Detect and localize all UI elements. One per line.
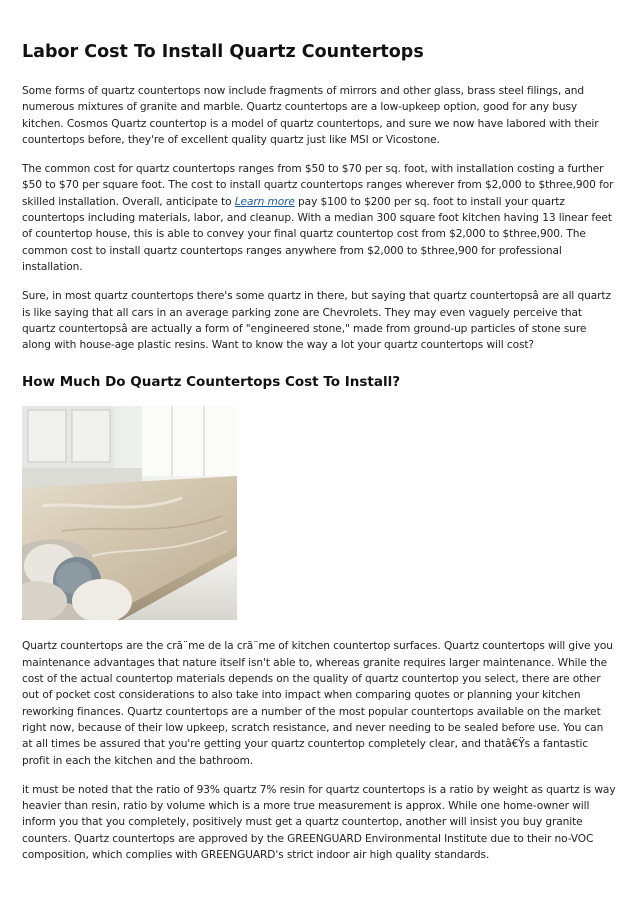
paragraph-cost-text-1: The common cost for quartz countertops ranges from $50 to $70 per sq. foot, with installation costing a further $50 to $70 per square foot. The cost to install quartz countertops ranges wherever from $2,000 to $three,900 for skilled installation. Overall, anticipate to <box>22 163 614 208</box>
paragraph-cost <box>22 161 616 275</box>
paragraph-engineered-stone: Sure, in most quartz countertops there's some quartz in there, but saying that quartz countertopsâ are all quartz is like saying that all cars in an average parking zone are Chevrolets. They may even vaguely perceive that quartz countertopsâ are actually a form of "engineered stone," made from ground-up particles of stone sure along with house-age plastic resins. Want to know the way a lot your quartz countertops will cost? <box>22 290 611 352</box>
paragraph-intro: Some forms of quartz countertops now include fragments of mirrors and other glass, brass steel filings, and numerous mixtures of granite and marble. Quartz countertops are a low-upkeep option, good for any busy kitchen. Cosmos Quartz countertop is a model of quartz countertops, and sure we now have labored with their countertops before, they're of excellent quality quartz just like MSI or Vicostone. <box>22 85 599 146</box>
section-heading: How Much Do Quartz Countertops Cost To Install? <box>22 374 401 391</box>
page-title: Labor Cost To Install Quartz Countertops <box>22 42 424 62</box>
paragraph-cost-text-2: pay $100 to $200 per sq. foot to install your quartz countertops including materials, labor, and cleanup. With a median 300 square foot kitchen having 13 linear feet of countertop house, this is able to convey your final quartz countertop cost from $2,000 to $three,900. The common cost to install quartz countertops ranges anywhere from $2,000 to $three,900 for professional installation. <box>22 195 612 273</box>
paragraph-benefits: Quartz countertops are the crã¨me de la crã¨me of kitchen countertop surfaces. Quartz countertops will give you maintenance advantages that nature itself isn't able to, whereas granite requires larger maintenance. While the cost of the actual countertop materials depends on the quality of quartz countertop you select, there are other out of pocket cost considerations to also take into impact when comparing quotes or planning your kitchen reworking finances. Quartz countertops are a number of the most popular countertops available on the market right now, because of their low upkeep, scratch resistance, and never needing to be sealed before use. You can at all times be assured that you're getting your quartz countertop completely clear, and thatâ€Ÿs a fantastic profit in each the kitchen and the bathroom. <box>22 640 613 767</box>
learn-more-link[interactable]: Learn more <box>234 195 295 208</box>
paragraph-ratio: it must be noted that the ratio of 93% quartz 7% resin for quartz countertops is a ratio by weight as quartz is way heavier than resin, ratio by volume which is a more true measurement is approx. While one home-owner will inform you that you completely, positively must get a quartz countertop, another will insist you buy granite counters. Quartz countertops are approved by the GREENGUARD Environmental Institute due to their no-VOC composition, which complies with GREENGUARD's strict indoor air high quality standards. <box>22 783 616 862</box>
kitchen-countertop-photo <box>22 406 237 620</box>
